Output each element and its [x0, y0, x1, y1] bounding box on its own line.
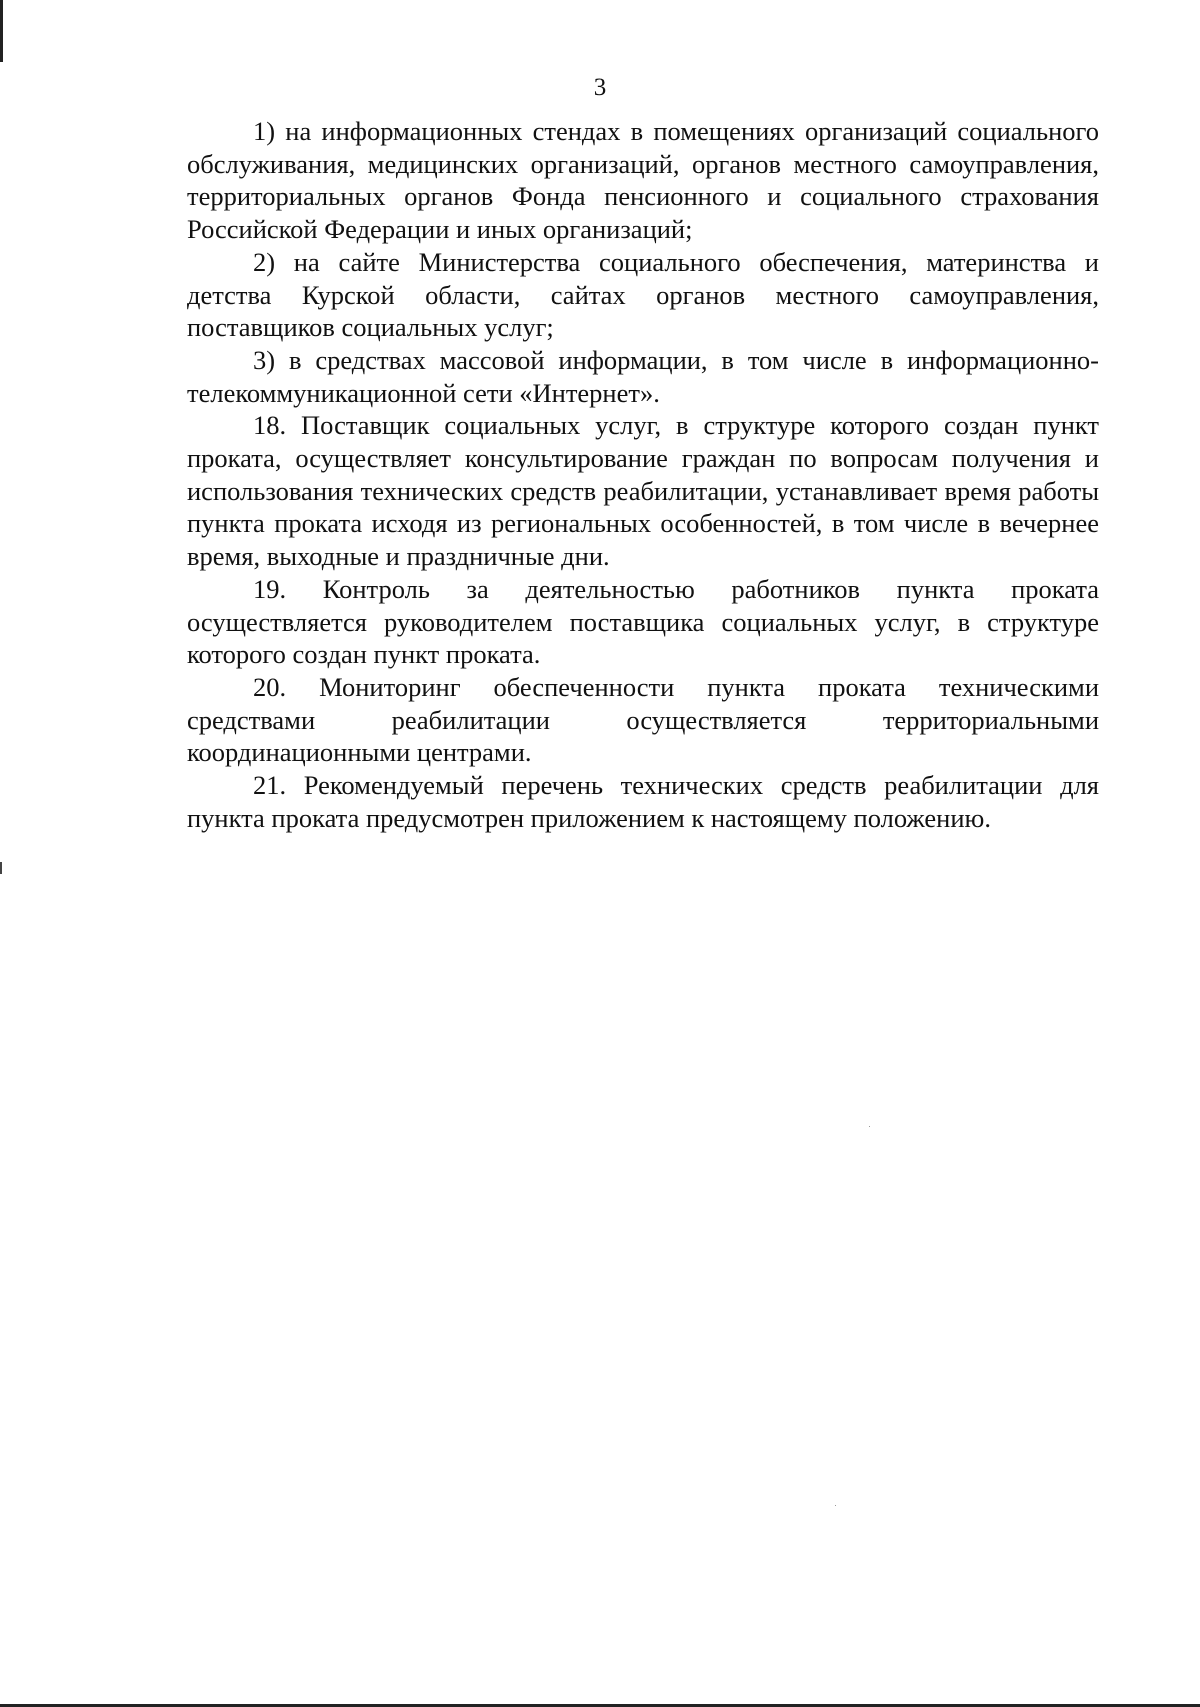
- paragraph-item-2: 2) на сайте Министерства социального обеспечения, материнства и детства Курской области, сайтах органов местного самоуправления, поставщиков социальных услуг;: [187, 246, 1099, 343]
- paragraph-item-1: 1) на информационных стендах в помещениях организаций социального обслуживания, медицинских организаций, органов местного самоуправления, территориальных органов Фонда пенсионного и социального страхования Российской Федерации и иных организаций;: [187, 116, 1099, 245]
- paragraph-21: 21. Рекомендуемый перечень технических средств реабилитации для пункта проката предусмотрен приложением к настоящему положению.: [187, 770, 1099, 833]
- paragraph-item-3: 3) в средствах массовой информации, в том числе в информационно-телекоммуникационной сети «Интернет».: [187, 344, 1099, 408]
- scan-edge-left: [0, 0, 3, 62]
- paragraph-18: 18. Поставщик социальных услуг, в структуре которого создан пункт проката, осуществляет консультирование граждан по вопросам получения и использования технических средств реабилитации, устанавливает время работы пункта проката исходя из региональных особенностей, в том числе в вечернее время, выходные и праздничные дни.: [187, 410, 1099, 572]
- document-body: [187, 115, 1099, 834]
- scan-speck: [835, 1505, 836, 1506]
- scan-edge-mark: [0, 862, 2, 874]
- page-number: 3: [593, 74, 607, 101]
- paragraph-20: 20. Мониторинг обеспеченности пункта проката техническими средствами реабилитации осуществляется территориальными координационными центрами.: [187, 671, 1099, 768]
- scan-speck: [869, 1126, 870, 1127]
- paragraph-19: 19. Контроль за деятельностью работников пункта проката осуществляется руководителем поставщика социальных услуг, в структуре которого создан пункт проката.: [187, 573, 1099, 670]
